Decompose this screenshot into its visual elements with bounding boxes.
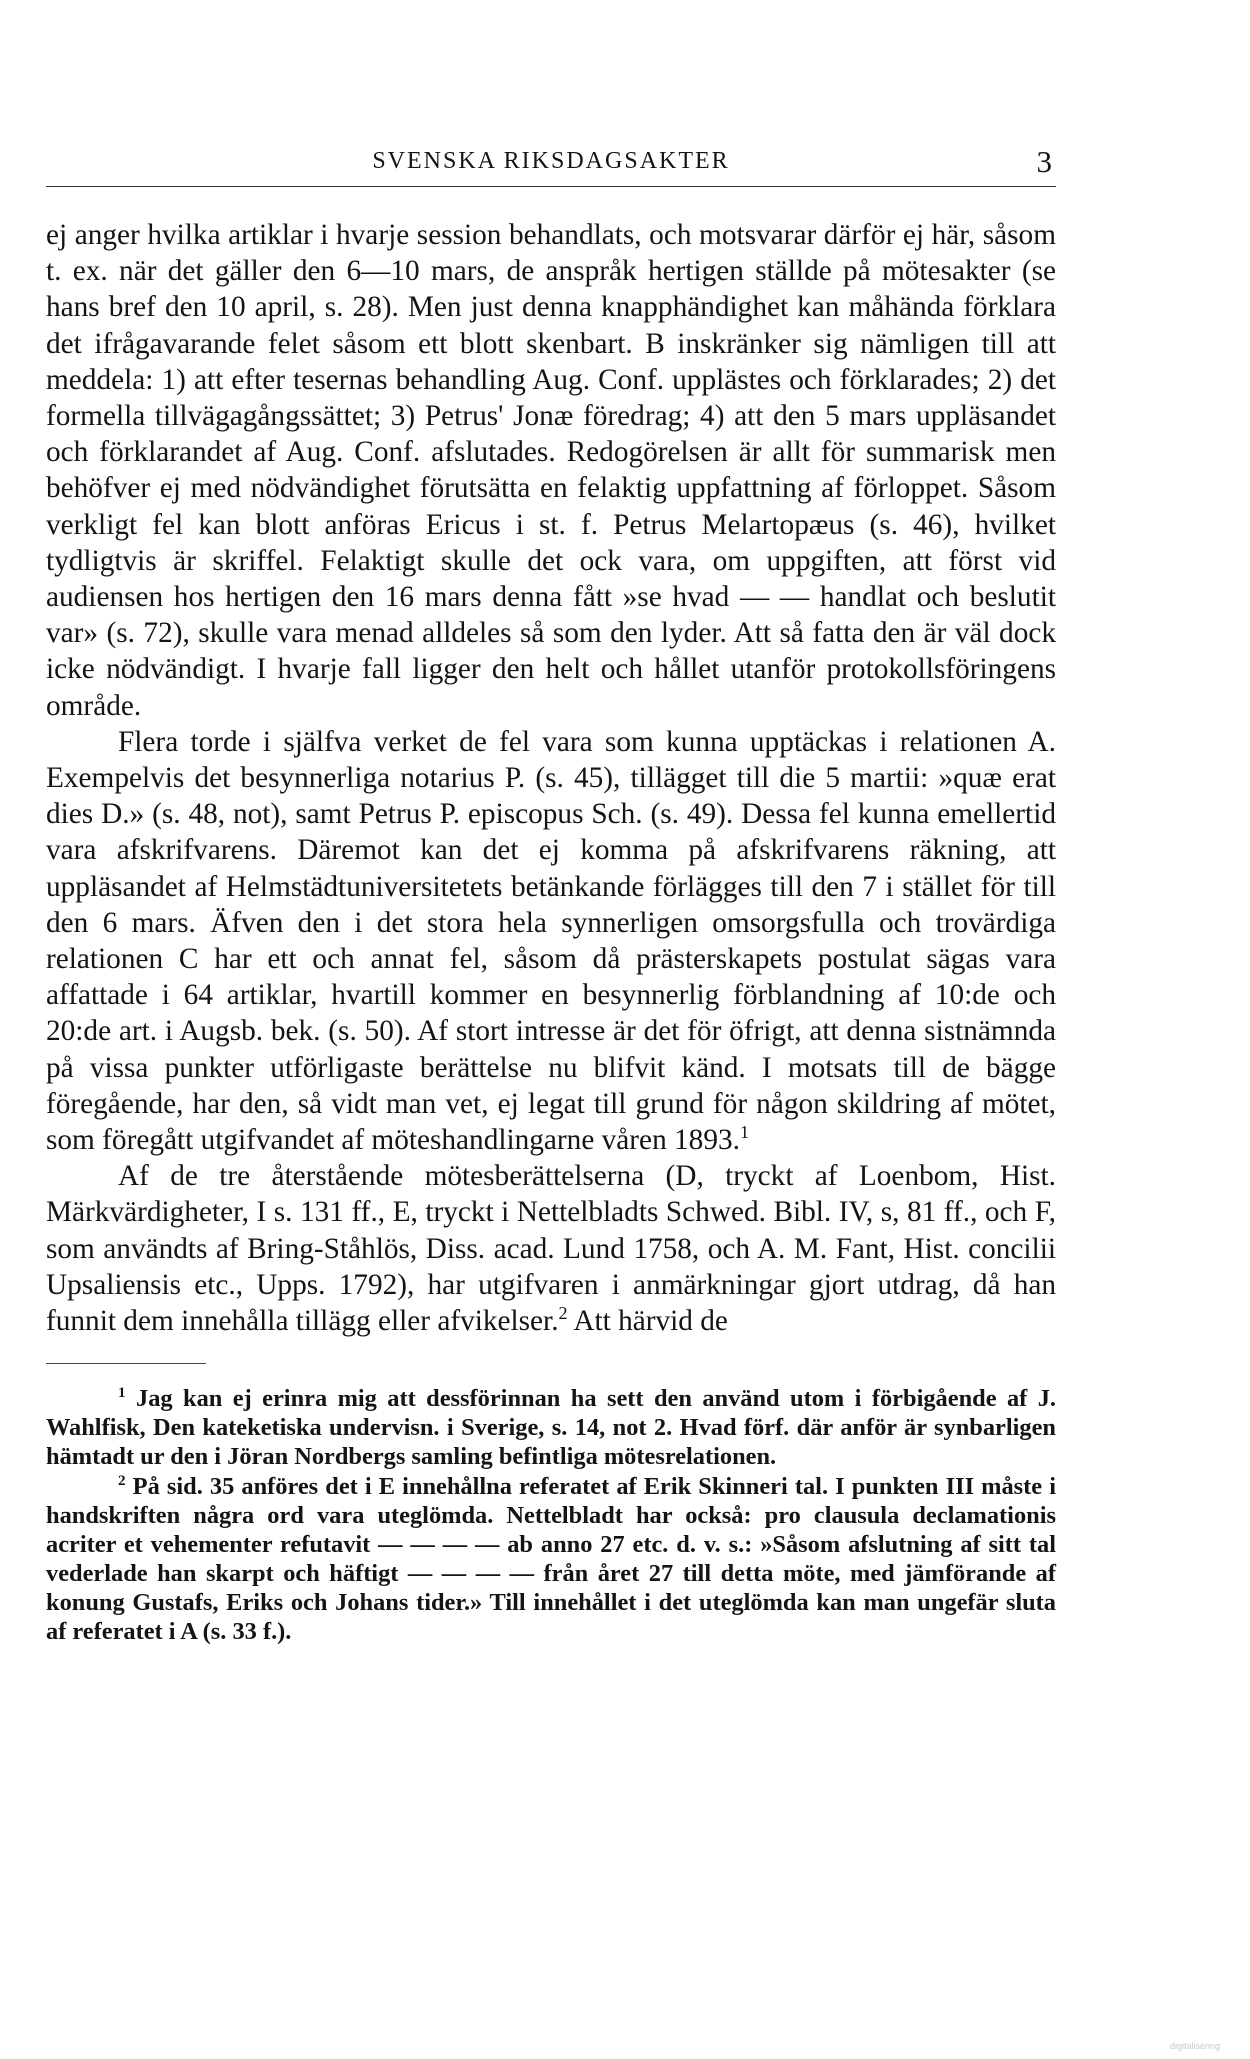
- footnotes: [46, 1384, 1056, 1646]
- footnote-number: 2: [118, 1472, 126, 1489]
- footnote-divider: [46, 1363, 206, 1364]
- paragraph-text: Flera torde i själfva verket de fel vara som kunna upptäckas i relationen A. Exempelvis det besynnerliga notarius P. (s. 45), tillägget till die 5 martii: »quæ erat dies D.» (s. 48, not), samt Petrus P. episcopus Sch. (s. 49). Dessa fel kunna emellertid vara afskrifvarens. Däremot kan det ej komma på afskrifvarens räkning, att uppläsandet af Helmstädtuniversitetets betänkande förlägges till den 7 i stället för till den 6 mars. Äfven den i det stora hela synnerligen omsorgsfulla och trovärdiga relationen C har ett och annat fel, såsom då prästerskapets postulat sägas vara affattade i 64 artiklar, hvartill kommer en besynnerlig förblandning af 10:de och 20:de art. i Augsb. bek. (s. 50). Af stort intresse är det för öfrigt, att denna sistnämnda på vissa punkter utförligaste berättelse nu blifvit känd. I motsats till de bägge föregående, har den, så vidt man vet, ej legat till grund för någon skildring af mötet, som föregått utgifvandet af möteshandlingarne våren 1893.: [46, 725, 1056, 1157]
- footnote-reference: 2: [558, 1303, 568, 1324]
- paragraph-text-tail: Att härvid de: [567, 1305, 728, 1338]
- paragraph: [46, 724, 1056, 1158]
- paragraph: [46, 1158, 1056, 1339]
- footnote: [46, 1384, 1056, 1471]
- running-title: SVENSKA RIKSDAGSAKTER: [372, 148, 730, 174]
- paragraph: ej anger hvilka artiklar i hvarje session behandlats, och motsvarar därför ej här, såsom t. ex. när det gäller den 6—10 mars, de anspråk hertigen ställde på mötesakter (se hans bref den 10 april, s. 28). Men just denna knapphändighet kan måhända förklara det ifrågavarande felet såsom ett blott skenbart. B inskränker sig nämligen till att meddela: 1) att efter tesernas behandling Aug. Conf. upplästes och förklarades; 2) det formella tillvägagångssättet; 3) Petrus' Jonæ föredrag; 4) att den 5 mars uppläsandet och förklarandet af Aug. Conf. afslutades. Redogörelsen är allt för summarisk men behöfver ej med nödvändighet förutsätta en felaktig uppfattning af förloppet. Såsom verkligt fel kan blott anföras Ericus i st. f. Petrus Melartopæus (s. 46), hvilket tydligtvis är skriffel. Felaktigt skulle det ock vara, om uppgiften, att först vid audiensen hos hertigen den 16 mars denna fått »se hvad — — handlat och beslutit var» (s. 72), skulle vara menad alldeles så som den lyder. Att så fatta den är väl dock icke nödvändigt. I hvarje fall ligger den helt och hållet utanför protokollsföringens område.: [46, 219, 1056, 722]
- footnote-text: På sid. 35 anföres det i E innehållna referatet af Erik Skinneri tal. I punkten III måste i handskriften några ord vara uteglömda. Nettelbladt har också: pro clausula declamationis acriter et vehementer refutavit — — — — ab anno 27 etc. d. v. s.: »Såsom afslutning af sitt tal vederlade han skarpt och häftigt — — — — från året 27 till detta möte, med jämförande af konung Gustafs, Eriks och Johans tider.» Till innehållet i det uteglömda kan man ungefär sluta af referatet i A (s. 33 f.).: [46, 1472, 1056, 1646]
- footnote-text: Jag kan ej erinra mig att dessförinnan ha sett den använd utom i förbigående af J. Wahlfisk, Den kateketiska undervisn. i Sverige, s. 14, not 2. Hvad förf. där anför är synbarligen hämtadt ur den i Jöran Nordbergs samling befintliga mötesrelationen.: [46, 1385, 1056, 1471]
- footnote-number: 1: [118, 1385, 126, 1402]
- running-header: [46, 140, 1056, 187]
- paragraph-text: Af de tre återstående mötesberättelserna (D, tryckt af Loenbom, Hist. Märkvärdigheter, I s. 131 ff., E, tryckt i Nettelbladts Schwed. Bibl. IV, s, 81 ff., och F, som användts af Bring-Ståhlös, Diss. acad. Lund 1758, och A. M. Fant, Hist. concilii Upsaliensis etc., Upps. 1792), har utgifvaren i anmärkningar gjort utdrag, då han funnit dem innehålla tillägg eller afvikelser.: [46, 1160, 1056, 1338]
- footnote: [46, 1472, 1056, 1647]
- page-number: 3: [1036, 144, 1052, 179]
- footnote-reference: 1: [739, 1122, 750, 1143]
- scan-watermark: digitalisering: [1169, 2041, 1220, 2051]
- body-text: [46, 217, 1056, 1339]
- document-page: [46, 140, 1056, 1646]
